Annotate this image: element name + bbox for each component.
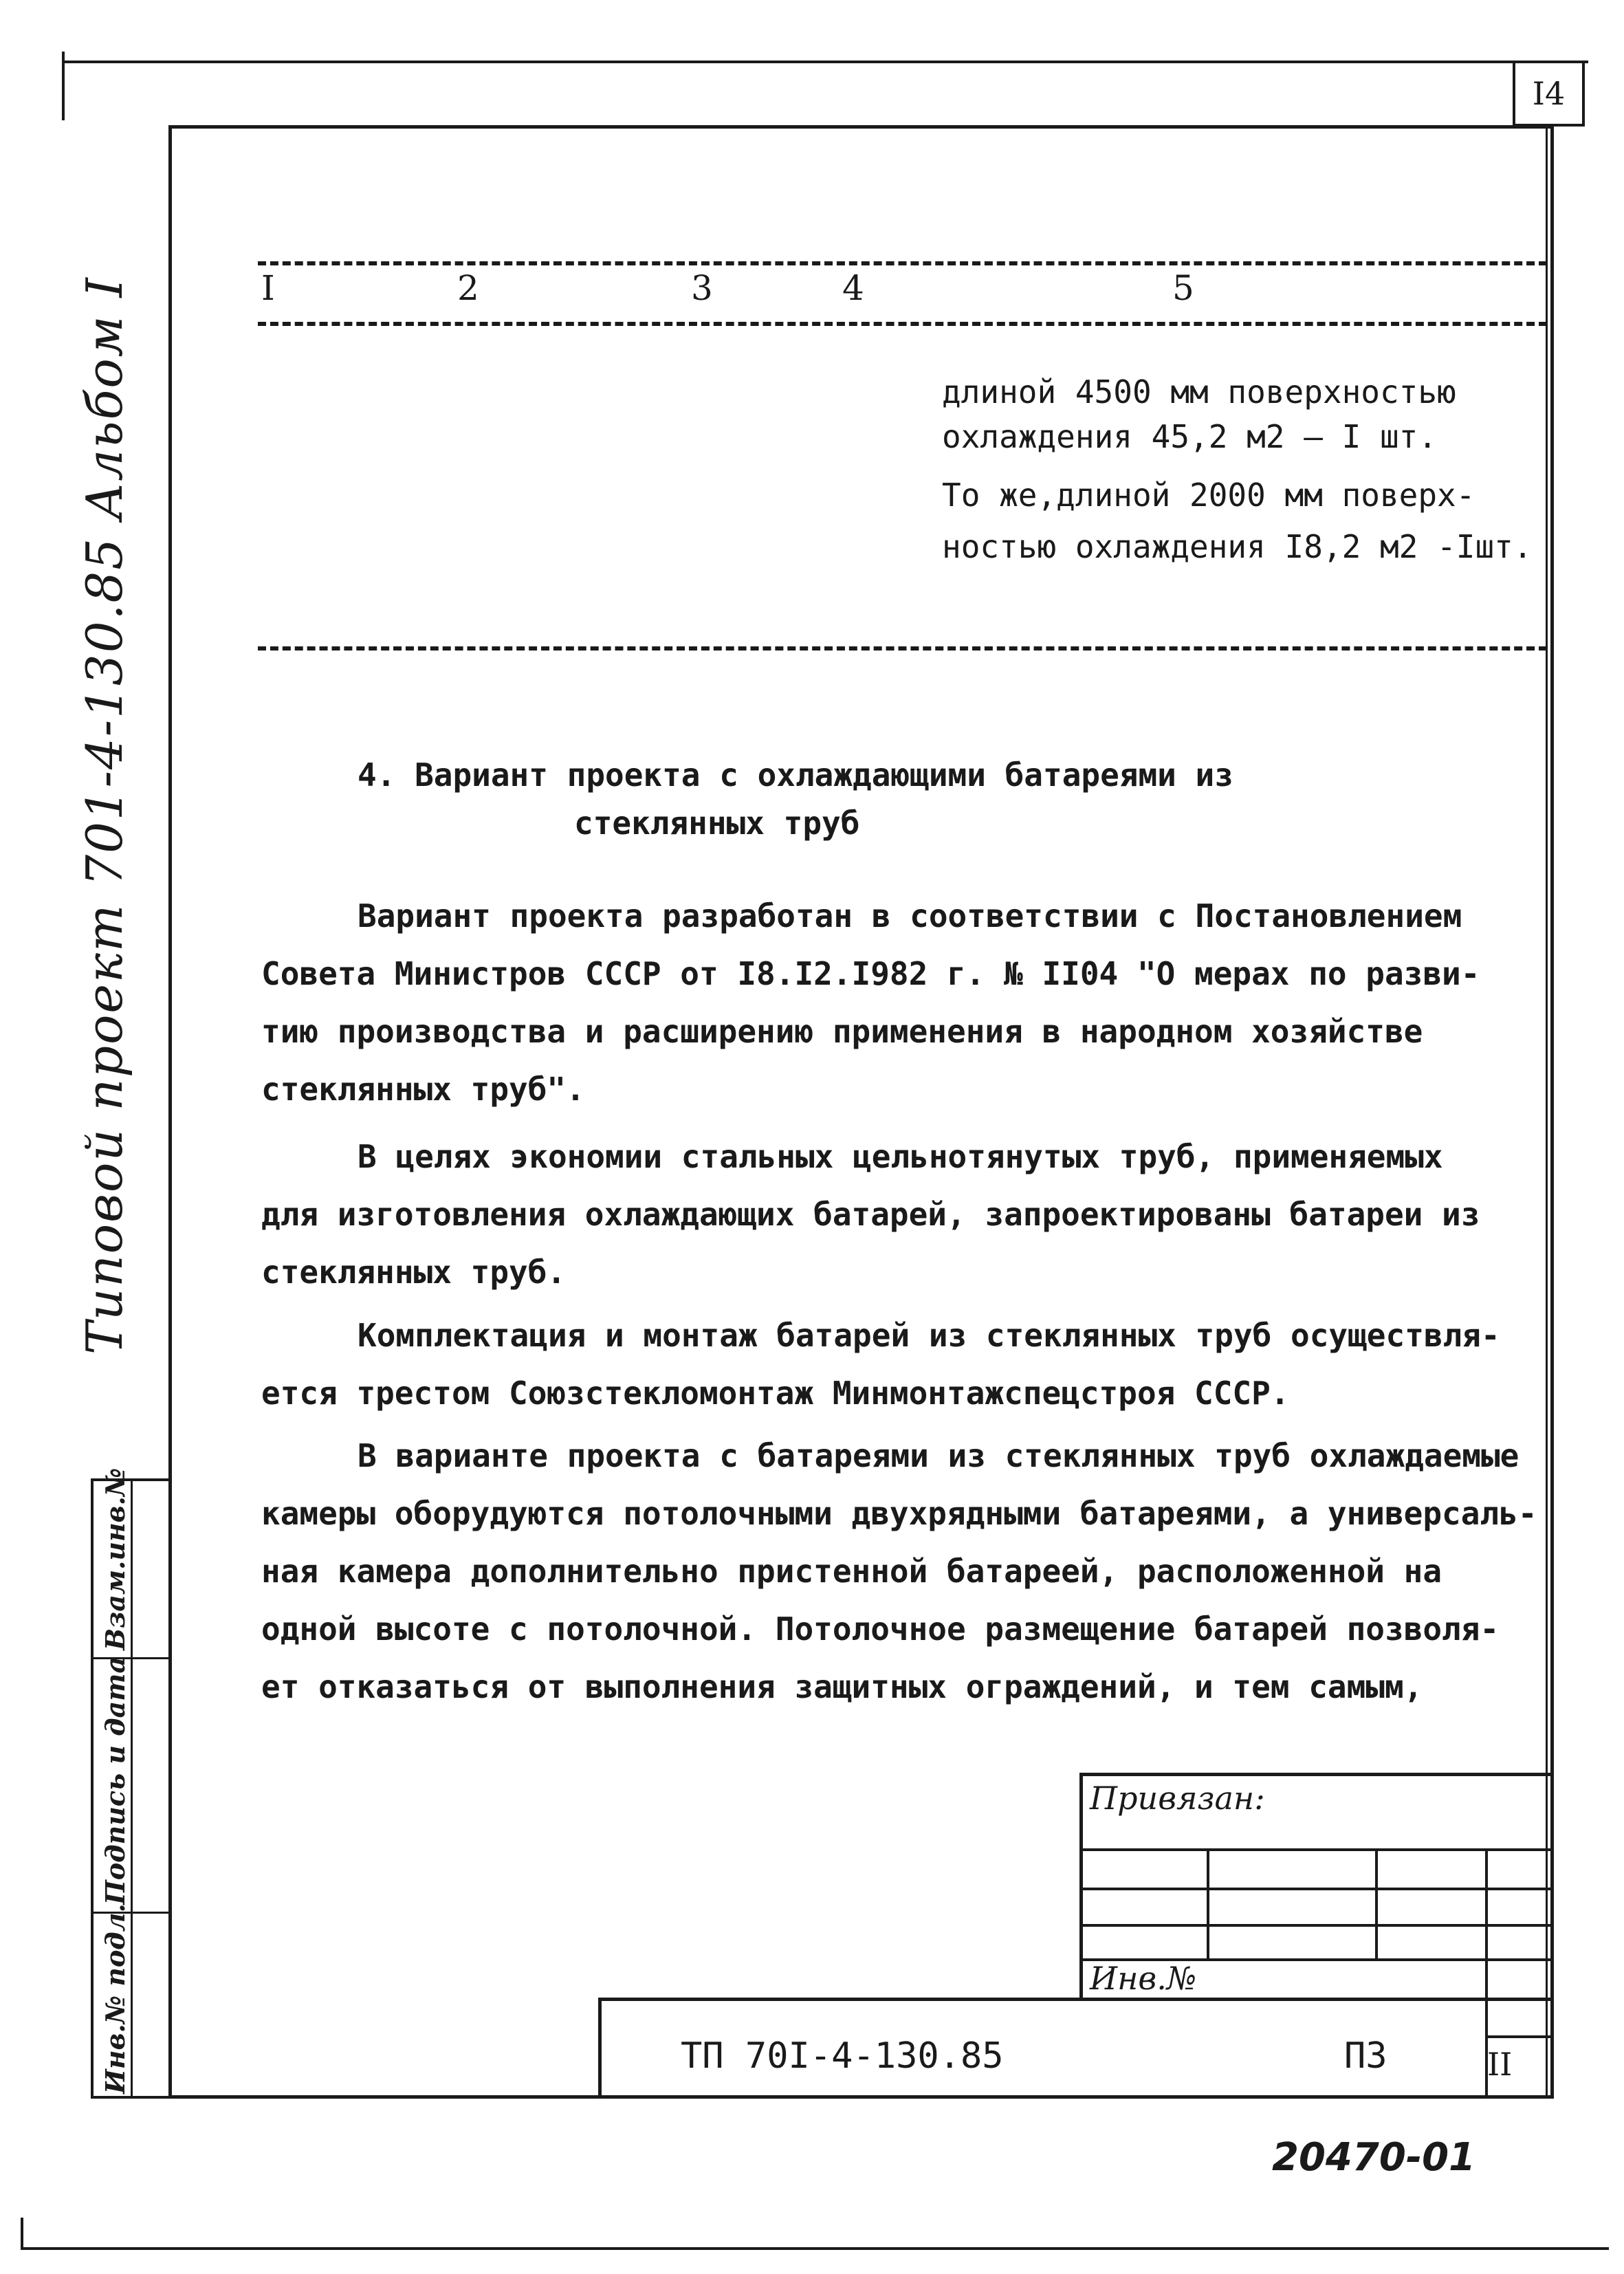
column-number-1: I	[261, 268, 275, 308]
paragraph	[261, 887, 1547, 1118]
strip-label-inv-podl: Инв.№ подл.	[100, 1903, 131, 2094]
album-title: Типовой проект 701-4-130.85 Альбом I	[76, 276, 133, 1355]
paragraph-line: ется трестом Союзстекломонтаж Минмонтажспецстроя СССР.	[261, 1375, 1290, 1412]
column-number-4: 4	[842, 268, 864, 308]
table-dashed-rule	[258, 646, 1547, 651]
paragraph-line: ная камера дополнительно пристенной батареей, расположенной на	[261, 1553, 1442, 1590]
table-cell-line: охлаждения 45,2 м2 – I шт.	[942, 418, 1438, 455]
paragraph-line: одной высоте с потолочной. Потолочное размещение батарей позволя-	[261, 1610, 1500, 1648]
paragraph-line: для изготовления охлаждающих батарей, запроектированы батареи из	[261, 1196, 1480, 1233]
paragraph-line: ет отказаться от выполнения защитных ограждений, и тем самым,	[261, 1668, 1423, 1705]
title-block-rule	[1375, 1848, 1378, 1958]
strip-label-podpis: Подпись и дата	[100, 1656, 131, 1905]
table-dashed-rule	[258, 261, 1547, 265]
title-block-border	[1079, 1773, 1554, 1776]
section-heading-cont: стеклянных труб	[574, 805, 860, 842]
archive-stamp-number: 20470-01	[1272, 2135, 1475, 2180]
title-block-rule	[598, 1998, 602, 2099]
paragraph-line: Комплектация и монтаж батарей из стеклянных труб осуществля-	[358, 1317, 1500, 1354]
title-block-rule	[1079, 1848, 1554, 1851]
paragraph-line: В целях экономии стальных цельнотянутых труб, применяемых	[358, 1138, 1443, 1175]
table-cell-line: ностью охлаждения I8,2 м2 -Iшт.	[942, 528, 1533, 565]
paragraph-line: камеры оборудуются потолочными двухрядными батареями, а универсаль-	[261, 1495, 1537, 1532]
column-number-5: 5	[1172, 268, 1194, 308]
paragraph-line: Совета Министров СССР от I8.I2.I982 г. № II04 "О мерах по разви-	[261, 955, 1480, 992]
paragraph-line: стеклянных труб".	[261, 1071, 585, 1108]
document-code: ТП 70I-4-130.85	[681, 2035, 1004, 2077]
title-block-rule	[1079, 1888, 1554, 1890]
inv-label: Инв.№	[1090, 1960, 1197, 1997]
paragraph-line: стеклянных труб.	[261, 1254, 567, 1291]
column-number-3: 3	[691, 268, 713, 308]
paragraph-line: тию производства и расширению применения в народном хозяйстве	[261, 1013, 1423, 1050]
title-block-rule	[598, 1998, 1554, 2001]
sheet-top-border	[62, 61, 1588, 63]
privyazan-label: Привязан:	[1090, 1780, 1265, 1817]
table-dashed-rule	[258, 322, 1547, 326]
column-number-2: 2	[457, 268, 479, 308]
strip-label-vzam: Взам.инв.№	[100, 1467, 131, 1650]
paragraph	[261, 1307, 1547, 1422]
paragraph-line: В варианте проекта с батареями из стеклянных труб охлаждаемые	[358, 1437, 1519, 1474]
signature-strip-divider	[131, 1478, 133, 2099]
title-block-rule	[1485, 2035, 1554, 2038]
paragraph-line: Вариант проекта разработан в соответствии с Постановлением	[358, 897, 1462, 934]
sheet-number: II	[1487, 2046, 1513, 2083]
section-heading: 4. Вариант проекта с охлаждающими батареями из	[358, 756, 1233, 794]
sheet-bottom-left-tick	[21, 2218, 23, 2249]
page-number: I4	[1513, 63, 1585, 127]
sheet-code: ПЗ	[1344, 2035, 1387, 2077]
sheet-bottom-border	[21, 2247, 1609, 2250]
sheet-left-border	[62, 52, 65, 120]
paragraph	[261, 1128, 1547, 1301]
title-block-rule	[1079, 1924, 1554, 1927]
table-cell-line: То же,длиной 2000 мм поверх-	[942, 477, 1475, 514]
table-cell-line: длиной 4500 мм поверхностью	[942, 373, 1456, 411]
title-block-border	[1079, 1773, 1083, 2000]
title-block-rule	[1207, 1848, 1209, 1958]
paragraph	[261, 1427, 1547, 1716]
